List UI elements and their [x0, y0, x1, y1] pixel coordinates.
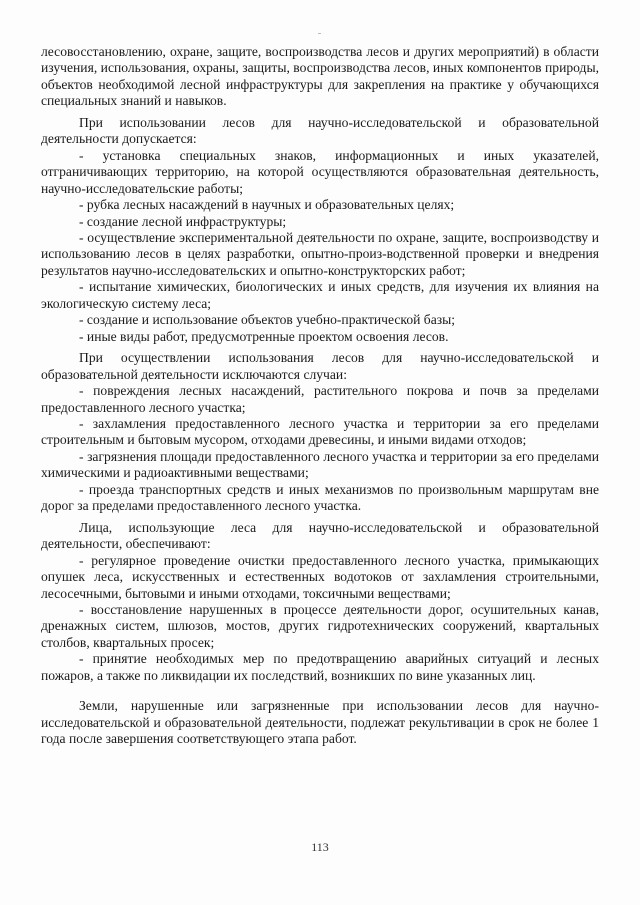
list-item: - проезда транспортных средств и иных механизмов по произвольным маршрутам вне дорог за пределами предоставленного лесного участка. — [41, 481, 599, 514]
list-item: - рубка лесных насаждений в научных и образовательных целях; — [79, 197, 455, 213]
paragraph: лесовосстановлению, охране, защите, воспроизводства лесов и других мероприятий) в области изучения, использования, охраны, защиты, воспроизводства лесов, иных компонентов природы, объектов необходимой лесной инфраструктуры для закрепления на практике у обучающихся специальных знаний и навыков. — [41, 44, 599, 109]
paragraph: При использовании лесов для научно-исследовательской и образовательной деятельности допускается: — [41, 114, 599, 147]
list-item: - осуществление экспериментальной деятельности по охране, защите, воспроизводству и использованию лесов в целях разработки, опытно-произ-водственной проверки и внедрения результатов научно-исследовательских и опытно-конструкторских работ; — [41, 229, 599, 278]
list-item: - захламления предоставленного лесного участка и территории за его пределами строительным и бытовым мусором, отходами древесины, и иными видами отходов; — [41, 415, 599, 448]
scan-speck — [318, 33, 321, 34]
list-item: - создание и использование объектов учебно-практической базы; — [79, 312, 456, 328]
paragraph: Лица, использующие леса для научно-исследовательской и образовательной деятельности, обеспечивают: — [41, 519, 599, 552]
list-item: - испытание химических, биологических и иных средств, для изучения их влияния на экологическую систему леса; — [41, 279, 599, 311]
list-item: - загрязнения площади предоставленного лесного участка и территории за его пределами химическими и радиоактивными веществами; — [41, 448, 599, 481]
page-number: 113 — [311, 840, 329, 854]
paragraph: Земли, нарушенные или загрязненные при использовании лесов для научно-исследовательской и образовательной деятельности, подлежат рекультивации в срок не более 1 года после завершения соответствующего этапа работ. — [41, 698, 599, 747]
list-item: - повреждения лесных насаждений, растительного покрова и почв за пределами предоставленного лесного участка; — [41, 383, 599, 415]
document-body — [41, 44, 599, 748]
list-item: - принятие необходимых мер по предотвращению аварийных ситуаций и лесных пожаров, а также по ликвидации их последствий, возникших по вине указанных лиц. — [41, 651, 599, 683]
list-item: - иные виды работ, предусмотренные проектом освоения лесов. — [79, 328, 449, 344]
list-item: - регулярное проведение очистки предоставленного лесного участка, примыкающих опушек леса, искусственных и естественных водотоков от захламления строительными, лесосечными, бытовыми и иными отходами, токсичными веществами; — [41, 552, 599, 601]
list-item: - создание лесной инфраструктуры; — [79, 213, 287, 229]
list-item: - установка специальных знаков, информационных и иных указателей, отграничивающих территорию, на которой осуществляются образовательная деятельность, научно-исследовательские работы; — [41, 147, 599, 196]
list-item: - восстановление нарушенных в процессе деятельности дорог, осушительных канав, дренажных систем, шлюзов, мостов, других гидротехнических сооружений, квартальных столбов, квартальных просек; — [41, 601, 599, 650]
paragraph: При осуществлении использования лесов для научно-исследовательской и образовательной деятельности исключаются случаи: — [41, 350, 599, 382]
